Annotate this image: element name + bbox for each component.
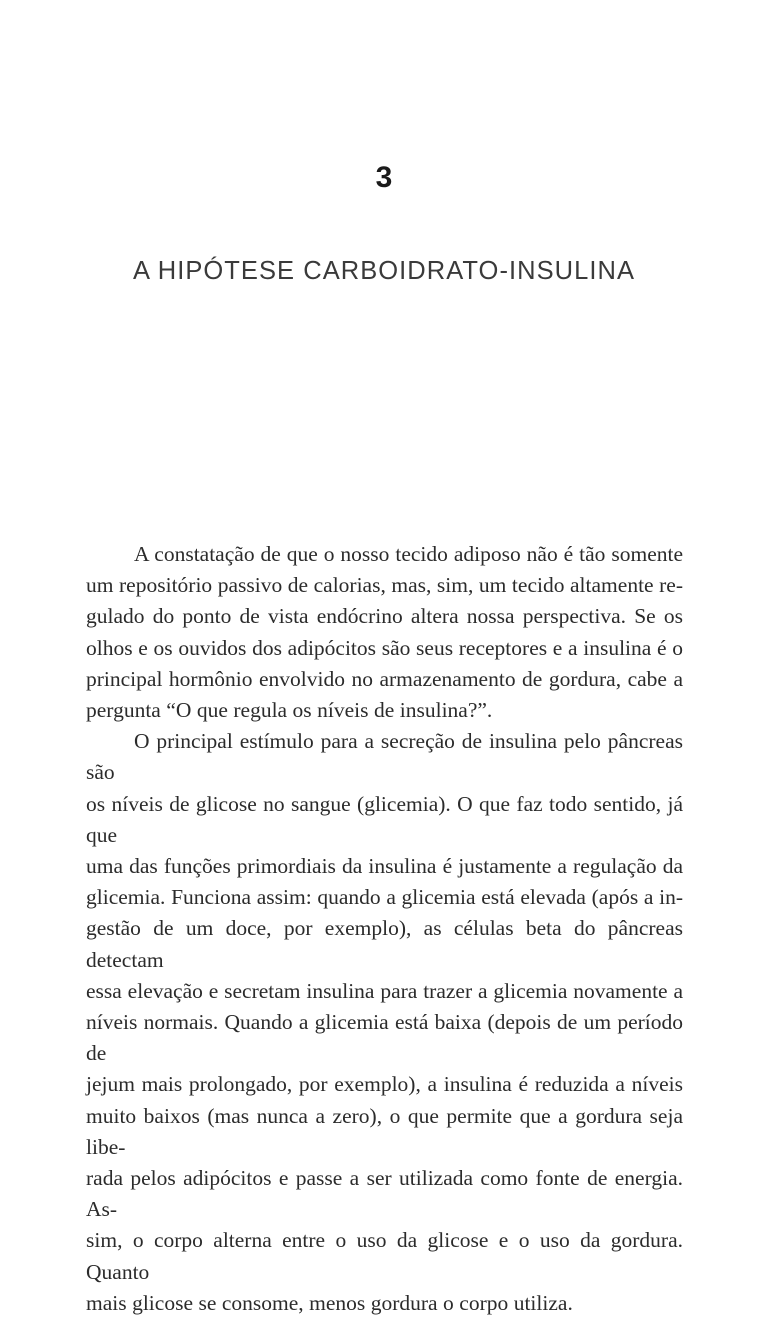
text-line: essa elevação e secretam insulina para trazer a glicemia novamente a	[86, 978, 683, 1003]
text-line: níveis normais. Quando a glicemia está baixa (depois de um período de	[86, 1010, 689, 1066]
text-line: glicemia. Funciona assim: quando a glicemia está elevada (após a in-	[86, 885, 683, 910]
paragraph-1	[86, 539, 683, 726]
text-line: A constatação de que o nosso tecido adiposo não é tão somente	[134, 542, 683, 566]
text-line: mais glicose se consome, menos gordura o corpo utiliza.	[86, 1290, 573, 1315]
text-line: um repositório passivo de calorias, mas, sim, um tecido altamente re-	[86, 573, 683, 598]
paragraph-2	[86, 726, 689, 1319]
text-line: jejum mais prolongado, por exemplo), a insulina é reduzida a níveis	[86, 1072, 683, 1097]
text-line: gestão de um doce, por exemplo), as células beta do pâncreas detectam	[86, 916, 689, 972]
text-line: muito baixos (mas nunca a zero), o que permite que a gordura seja libe-	[86, 1103, 689, 1159]
text-line: principal hormônio envolvido no armazenamento de gordura, cabe a	[86, 666, 683, 691]
text-line: os níveis de glicose no sangue (glicemia). O que faz todo sentido, já que	[86, 791, 689, 847]
text-line: O principal estímulo para a secreção de insulina pelo pâncreas são	[86, 729, 689, 785]
text-line: olhos e os ouvidos dos adipócitos são seus receptores e a insulina é o	[86, 635, 683, 660]
body-text	[86, 539, 689, 1319]
chapter-number: 3	[375, 161, 393, 194]
text-line: gulado do ponto de vista endócrino altera nossa perspectiva. Se os	[86, 604, 683, 629]
chapter-title: A HIPÓTESE CARBOIDRATO-INSULINA	[132, 257, 636, 285]
text-line: rada pelos adipócitos e passe a ser utilizada como fonte de energia. As-	[86, 1166, 688, 1222]
text-line: uma das funções primordiais da insulina é justamente a regulação da	[86, 854, 683, 879]
text-line: sim, o corpo alterna entre o uso da glicose e o uso da gordura. Quanto	[86, 1228, 689, 1284]
chapter-header	[0, 158, 768, 287]
text-line: pergunta “O que regula os níveis de insulina?”.	[86, 698, 493, 723]
